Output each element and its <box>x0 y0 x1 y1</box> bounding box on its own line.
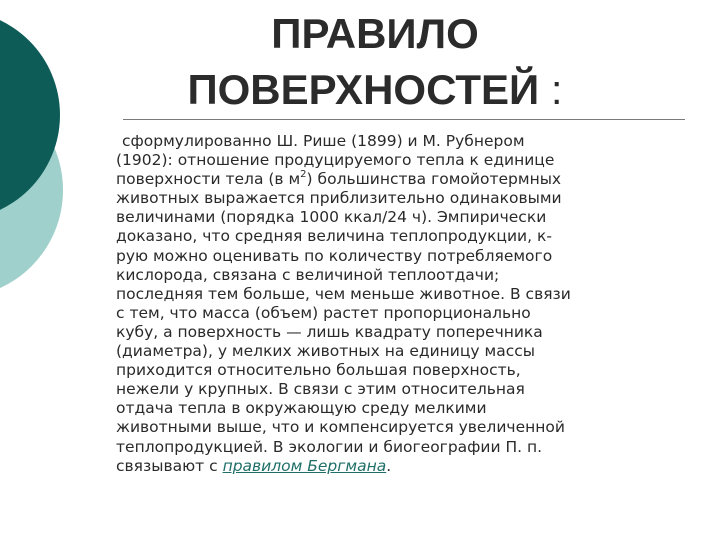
title-divider <box>123 119 685 120</box>
decorative-circles <box>0 0 120 300</box>
body-line: кислорода, связана с величиной теплоотдачи; <box>116 265 500 284</box>
body-line: рую можно оценивать по количеству потребляемого <box>116 246 553 265</box>
body-line <box>116 170 696 189</box>
body-paragraph <box>116 132 696 476</box>
body-line: величинами (порядка 1000 ккал/24 ч). Эмпирически <box>116 208 547 227</box>
title-colon: : <box>539 66 563 113</box>
superscript: 2 <box>300 169 307 181</box>
end-punctuation: . <box>386 456 392 475</box>
body-line: (1902): отношение продуцируемого тепла к единице <box>116 151 555 170</box>
body-line: доказано, что средняя величина теплопродукции, к- <box>116 227 552 246</box>
title-line-1: ПРАВИЛО <box>271 10 479 57</box>
bergmann-rule-link[interactable]: правилом Бергмана <box>222 456 387 475</box>
body-line-text: поверхности тела (в м <box>116 170 301 189</box>
title-line-2 <box>170 62 580 118</box>
body-line: с тем, что масса (объем) растет пропорционально <box>116 303 531 322</box>
body-line: сформулированно Ш. Рише (1899) и М. Рубнером <box>122 132 525 150</box>
body-line: последняя тем больше, чем меньше животное. В связи <box>116 284 571 303</box>
body-line: животными выше, что и компенсируется увеличенной <box>116 418 565 437</box>
body-line-text: связывают с <box>116 456 223 475</box>
body-line: животных выражается приблизительно одинаковыми <box>116 189 562 208</box>
body-line: теплопродукцией. В экологии и биогеографии П. п. <box>116 437 543 456</box>
title-line-2-text: ПОВЕРХНОСТЕЙ <box>187 66 540 113</box>
slide-title <box>170 6 580 118</box>
body-line: нежели у крупных. В связи с этим относительная <box>116 380 525 399</box>
body-line-text: ) большинства гомойотермных <box>306 170 562 189</box>
body-line: кубу, а поверхность — лишь квадрату поперечника <box>116 322 543 341</box>
body-line: отдача тепла в окружающую среду мелкими <box>116 399 487 418</box>
body-line <box>116 457 696 476</box>
body-line: (диаметра), у мелких животных на единицу массы <box>116 342 535 361</box>
body-line: приходится относительно большая поверхность, <box>116 361 521 380</box>
